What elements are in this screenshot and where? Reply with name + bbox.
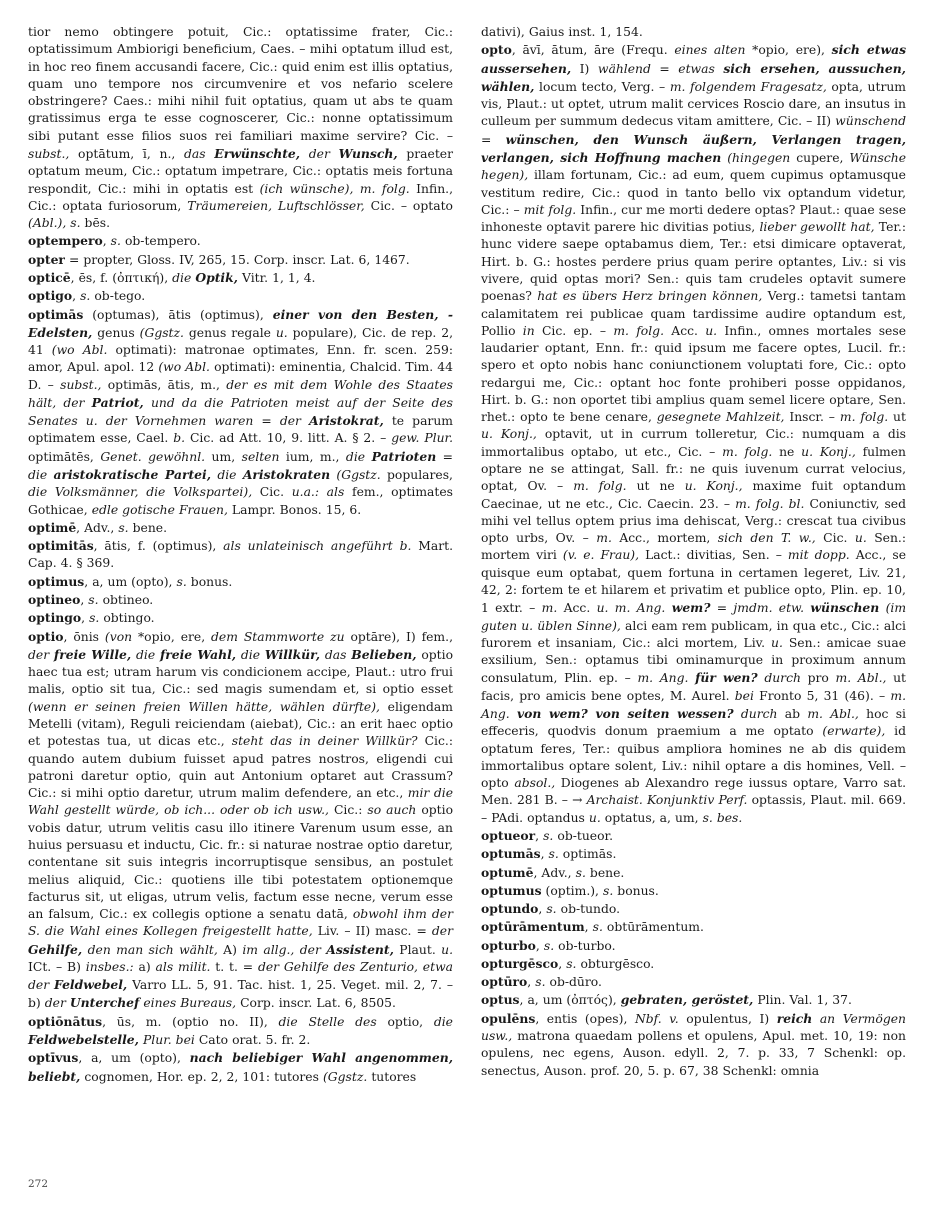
text-columns	[28, 24, 907, 1148]
left-text-column	[28, 24, 453, 1086]
dictionary-entry: optineo, s. obtineo.	[28, 592, 154, 607]
dictionary-entry: optūro, s. ob-dūro.	[481, 974, 602, 990]
dictionary-entry: optumus (optim.), s. bonus.	[481, 882, 659, 898]
dictionary-entry: optimus, a, um (opto), s. bonus.	[28, 573, 233, 589]
dictionary-entry: opturgēsco, s. obturgēsco.	[481, 955, 655, 971]
dictionary-entry: opturbo, s. ob-turbo.	[481, 937, 616, 953]
dictionary-entry: opto, āvī, ātum, āre (Frequ. eines alten *opio, ere), sich etwas aussersehen, I) wählend = etwas sich ersehen, aussuchen, wählen, locum tecto, Verg. – m. folgendem Fragesatz, opta, utrum vis, Plaut.: ut optet, utrum malit cervices Roscio dare, an insutus in culleum per summum dedecus vitam amittere, Cic. – II) wünschend = wünschen, den Wunsch äußern, Verlangen tragen, verlangen, sich Hoffnung machen (hingegen cupere, Wünsche hegen), illam fortunam, Cic.: ad eum, quem cupimus optamusque vestitum redire, Cic.: quod in tanto bello vix optandum videtur, Cic.: – mit folg. Infin., cur me morti dedere optas? Plaut.: quae sese inhoneste optavit parere hic divitias potius, lieber gewollt hat, Ter.: hunc videre saepe optabamus diem, Ter.: etsi dimicare optaverat, Hirt. b. G.: hostes perdere prius quam perire optantes, Liv.: si vis vivere, quid optas mori? Sen.: quis tam crudeles optavit sumere poenas? hat es übers Herz bringen können, Verg.: tametsi tantam calamitatem rei publicae quam tardissime audire optandum est, Pollio in Cic. ep. – m. folg. Acc. u. Infin., omnes mortales sese laudarier optant, Enn. fr.: quid ipsum me facere optes, Lucil. fr.: spero et opto nobis hanc coniunctionem voluptati fore, Cic.: opto redargui me, Cic.: optant hoc fonte prohiberi posse oppidanos, Hirt. b. G.: non oportet tibi amplius quam semel licere optare, Sen. rhet.: opto te bene cenare, gesegnete Mahlzeit, Inscr. – m. folg. ut u. Konj., optavit, ut in currum tolleretur, Cic.: numquam a dis immortalibus optabo, ut etc., Cic. – m. folg. ne u. Konj., fulmen optare ne se attingat, Sall. fr.: ne quis iuvenum currat velocius, optat, Ov. – m. folg. ut ne u. Konj., maxime fuit optandum Caecinae, ut ne etc., Cic. Caecin. 23. – m. folg. bl. Coniunctiv, sed mihi vel tellus optem prius ima dehiscat, Verg.: crescat tua civibus opto urbs, Ov. – m. Acc., mortem, sich den T. w., Cic. u. Sen.: mortem viri (v. e. Frau), Lact.: divitias, Sen. – mit dopp. Acc., se quisque eum optabat, quem fortuna in certamen legeret, Liv. 21, 42, 2: fortem te et hilarem et privatim et publice opto, Plin. ep. 10, 1 extr. – m. Acc. u. m. Ang. wem? = jmdm. etw. wünschen (im guten u. üblen Sinne), alci eam rem publicam, in qua etc., Cic.: alci furorem et insaniam, Cic.: alci mortem, Liv. u. Sen.: amicae suae exsilium, Sen.: optamus tibi ominamurque in proximum annum consulatum, Plin. ep. – m. Ang. für wen? durch pro m. Abl., ut facis, pro amicis bene optes, M. Aurel. bei Fronto 5, 31 (46). – m. Ang. von wem? von seiten wessen? durch ab m. Abl., hoc si effeceris, quodvis donum praemium a me optato (erwarte), id optatum feres, Ter.: quibus ampliora homines ne ab dis quidem immortalibus optare solent, Liv.: nihil optare a dis homines, Vell. – opto absol., Diogenes ab Alexandro rege iussus optare, Varro sat. Men. 281 B. – → Archaist. Konjunktiv Perf. optassis, Plaut. mil. 669. – PAdi. optandus u. optatus, a, um, s. bes.	[481, 42, 907, 825]
dictionary-entry: optimās (optumas), ātis (optimus), einer von den Besten, -Edelsten, genus (Ggstz. genus regale u. populare), Cic. de rep. 2, 41 (wo Abl. optimati): matronae optimates, Enn. fr. scen. 259: amor, Apul. apol. 12 (wo Abl. optimati): eminentia, Chalcid. Tim. 44 D. – subst., optimās, ātis, m., der es mit dem Wohle des Staates hält, der Patriot, und da die Patrioten meist auf der Seite des Senates u. der Vornehmen waren = der Aristokrat, te parum optimatem esse, Cael. b. Cic. ad Att. 10, 9. litt. A. § 2. – gew. Plur. optimātēs, Genet. gewöhnl. um, selten ium, m., die Patrioten = die aristokratische Partei, die Aristokraten (Ggstz. populares, die Volksmänner, die Volkspartei), Cic. u.a.: als fem., optimates Gothicae, edle gotische Frauen, Lampr. Bonos. 15, 6.	[28, 306, 454, 517]
dictionary-entry: optimē, Adv., s. bene.	[28, 519, 168, 535]
dictionary-entry: opulēns, entis (opes), Nbf. v. opulentus, I) reich an Vermögen usw., matrona quaedam pollens et opulens, Apul. met. 10, 19: non opulens, nec egens, Auson. edyll. 2, 7. p. 33, 7 Schenkl: op. senectus, Auson. prof. 20, 5. p. 67, 38 Schenkl: omnia	[481, 1010, 906, 1078]
dictionary-entry: optīvus, a, um (opto), nach beliebiger Wahl angenommen, beliebt, cognomen, Hor. ep. 2, 2, 101: tutores (Ggstz. tutores	[28, 1050, 453, 1084]
dictionary-entry: optundo, s. ob-tundo.	[481, 901, 621, 917]
dictionary-entry: dativi), Gaius inst. 1, 154.	[481, 25, 643, 39]
dictionary-entry: optumē, Adv., s. bene.	[481, 864, 625, 880]
dictionary-entry: optimitās, ātis, f. (optimus), als unlateinisch angeführt b. Mart. Cap. 4. § 369.	[28, 538, 453, 571]
dictionary-entry: optueor, s. ob-tueor.	[481, 827, 614, 843]
right-text-column	[481, 24, 906, 1080]
dictionary-entry: optempero, s. ob-tempero.	[28, 233, 201, 249]
dictionary-entry: tior nemo obtingere potuit, Cic.: optatissime frater, Cic.: optatissimum Ambiorigi beneficium, Caes. – mihi optatum illud est, in hoc reo finem accusandi facere, Cic.: quid enim est illis optatius, quam uno tempore nos circumvenire et vos nefario scelere obstringere? Caes.: mihi nihil fuit optatius, quam ut abs te quam gratissimus erga te esse cognoscerer, Cic.: nonne optatissimum sibi putant esse filios suos rei familiari maxime servire? Cic. – subst., optātum, ī, n., das Erwünschte, der Wunsch, praeter optatum meum, Cic.: optatum impetrare, Cic.: optatis meis fortuna respondit, Cic.: mihi in optatis est (ich wünsche), m. folg. Infin., Cic.: optata furiosorum, Träumereien, Luftschlösser, Cic. – optato (Abl.), s. bēs.	[28, 25, 453, 231]
dictionary-entry: optumās, s. optimās.	[481, 846, 617, 862]
dictionary-entry: optingo, s. obtingo.	[28, 610, 155, 626]
page-number: 272	[28, 1178, 49, 1190]
dictionary-entry: opticē, ēs, f. (ὀπτική), die Optik, Vitr. 1, 1, 4.	[28, 269, 316, 285]
dictionary-entry: optiōnātus, ūs, m. (optio no. II), die Stelle des optio, die Feldwebelstelle, Plur. bei Cato orat. 5. fr. 2.	[28, 1013, 453, 1048]
dictionary-entry: optigo, s. ob-tego.	[28, 288, 146, 304]
dictionary-entry: optūrāmentum, s. obtūrāmentum.	[481, 919, 704, 935]
dictionary-entry: opter = propter, Gloss. IV, 265, 15. Corp. inscr. Lat. 6, 1467.	[28, 251, 410, 267]
dictionary-entry: optio, ōnis (von *opio, ere, dem Stammworte zu optāre), I) fem., der freie Wille, die freie Wahl, die Willkür, das Belieben, optio haec tua est; utram harum vis condicionem accipe, Plaut.: utro frui malis, optio sit tua, Cic.: sed magis sumendam et, si optio esset (wenn er seinen freien Willen hätte, wählen dürfte), eligendam Metelli (vitam), Reguli reiciendam (aiebat), Cic.: an erit haec optio et potestas tua, ut dicas etc., steht das in deiner Willkür? Cic.: quando autem dubium fuisset apud patres nostros, eligendi cui patroni daretur optio, quin aut Antonium optaret aut Crassum? Cic.: si mihi optio daretur, utrum malim defendere, an etc., mir die Wahl gestellt würde, ob ich... oder ob ich usw., Cic.: so auch optio vobis datur, utrum velitis casu illo itinere Varenum usum esse, an huius persuasu et inductu, Cic. fr.: si naturae nostrae optio daretur, contentane sit suis integris incorruptisque sensibus, an postulet melius aliquid, Cic.: quotiens ille tibi potestatem optionemque facturus sit, ut eligas, utrum velis, factum esse necne, verum esse an falsum, Cic.: ex collegis optione a senatu datā, obwohl ihm der S. die Wahl eines Kollegen freigestellt hatte, Liv. – II) masc. = der Gehilfe, den man sich wählt, A) im allg., der Assistent, Plaut. u. ICt. – B) insbes.: a) als milit. t. t. = der Gehilfe des Zenturio, etwa der Feldwebel, Varro LL. 5, 91. Tac. hist. 1, 25. Veget. mil. 2, 7. – b) der Unterchef eines Bureaus, Corp. inscr. Lat. 6, 8505.	[28, 628, 454, 1011]
dictionary-entry: optus, a, um (ὀπτός), gebraten, geröstet, Plin. Val. 1, 37.	[481, 992, 852, 1008]
